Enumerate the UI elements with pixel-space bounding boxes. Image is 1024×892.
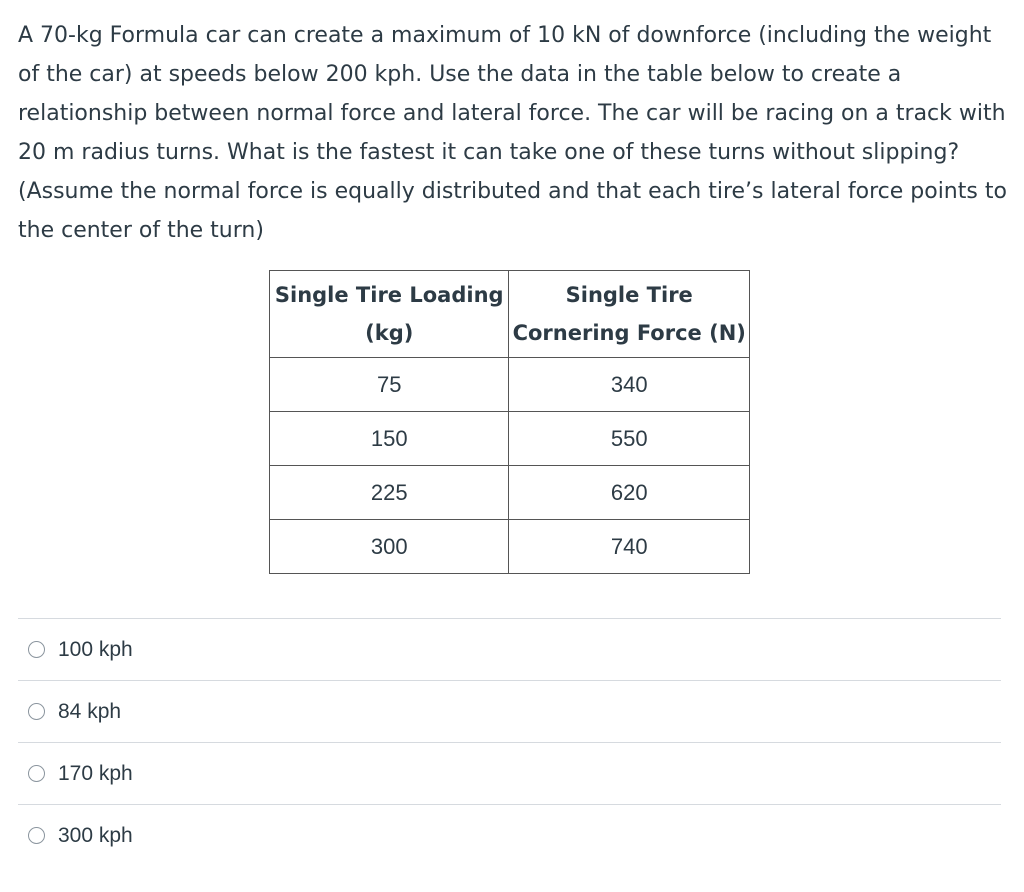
table-row	[270, 520, 750, 574]
answer-option-1[interactable]	[18, 618, 1001, 680]
answer-label[interactable]: 170 kph	[58, 761, 133, 785]
header-line: (kg)	[365, 321, 414, 345]
table-cell: 300	[270, 520, 509, 574]
header-tire-loading	[270, 271, 509, 358]
table-cell: 550	[509, 412, 750, 466]
table-row	[270, 358, 750, 412]
answer-label[interactable]: 300 kph	[58, 823, 133, 847]
answer-option-2[interactable]	[18, 680, 1001, 742]
radio-button[interactable]	[28, 703, 45, 720]
table-header-row	[270, 271, 750, 358]
table-cell: 150	[270, 412, 509, 466]
radio-button[interactable]	[28, 641, 45, 658]
tire-data-table	[269, 270, 750, 574]
table-cell: 75	[270, 358, 509, 412]
table-row	[270, 466, 750, 520]
answer-label[interactable]: 100 kph	[58, 637, 133, 661]
radio-button[interactable]	[28, 765, 45, 782]
answer-option-3[interactable]	[18, 742, 1001, 804]
radio-button[interactable]	[28, 827, 45, 844]
header-line: Single Tire	[565, 283, 693, 307]
answer-option-4[interactable]	[18, 804, 1001, 866]
table-cell: 740	[509, 520, 750, 574]
table-cell: 620	[509, 466, 750, 520]
header-line: Cornering Force (N)	[512, 321, 746, 345]
table-cell: 225	[270, 466, 509, 520]
question-text: A 70-kg Formula car can create a maximum of 10 kN of downforce (including the weight of the car) at speeds below 200 kph. Use the data in the table below to create a relationship between normal force and lateral force. The car will be racing on a track with 20 m radius turns. What is the fastest it can take one of these turns without slipping? (Assume the normal force is equally distributed and that each tire’s lateral force points to the center of the turn)	[18, 23, 1007, 243]
header-cornering-force	[509, 271, 750, 358]
header-line: Single Tire Loading	[274, 283, 504, 307]
answer-label[interactable]: 84 kph	[58, 699, 122, 723]
answer-list	[18, 618, 1001, 866]
table-cell: 340	[509, 358, 750, 412]
table-row	[270, 412, 750, 466]
